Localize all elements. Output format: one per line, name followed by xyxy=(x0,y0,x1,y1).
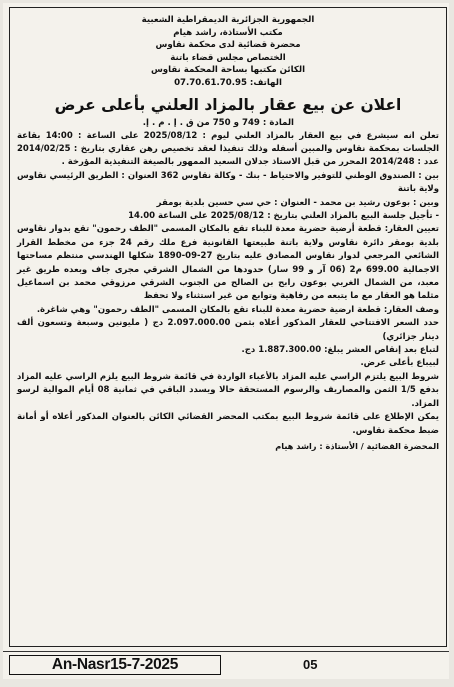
paragraph-opening-price: حدد السعر الافتتاحي للعقار المذكور أعلاه بثمن 2.097.000.00 دج ( مليونين وسبعة وتسعون ألف دينار جزائري) xyxy=(17,318,439,342)
paragraph-property-description: وصف العقار: قطعة ارضية حضرية معدة للبناء تقع بالمكان المسمى "الطف رحمون" وهي شاغرة. xyxy=(36,304,439,315)
paragraph-sale-announcement: تعلن انه سيشرع في بيع العقار بالمزاد العلني ليوم : 2025/08/12 على الساعة : 14:00 بقاعة الجلسات بمحكمة نقاوس والمبين أسفله وذلك تنفيذا لعقد تخصيص رهن عقاري بتاريخ : 2014/02/25 عدد : 2014/248 المحرر من قبل الاستاذ جدلان السعيد الممهور بالصيغة التنفيذية المؤرخة . xyxy=(17,130,440,168)
header-line-jurisdiction: الختصاص مجلس قضاء باتنة xyxy=(170,52,286,63)
header-line-phone: الهاتف: 07.70.61.70.95 xyxy=(174,77,282,88)
notice-header xyxy=(17,14,439,90)
page-number: 05 xyxy=(303,657,318,672)
notice-body xyxy=(17,130,439,438)
legal-reference: المادة : 749 و 750 من ق . إ . م . إ. xyxy=(142,117,294,128)
paragraph-creditor: بين : الصندوق الوطني للتوفير والاحتياط - بنك - وكالة نقاوس 362 العنوان : الطريق الرئيسي نقاوس ولاية باتنة xyxy=(17,170,439,195)
page-footer xyxy=(3,651,449,680)
header-line-republic: الجمهورية الجزائرية الديمقراطية الشعبية xyxy=(141,15,315,25)
paragraph-postponement: - تأجيل جلسة البيع بالمزاد العلني بتاريخ : 2025/08/12 على الساعة 14.00 xyxy=(128,211,439,221)
header-line-office: مكتب الأستاذة، راشد هيام xyxy=(173,27,283,38)
notice-title: اعلان عن بيع عقار بالمزاد العلني بأعلى عرض xyxy=(54,95,402,114)
paragraph-consultation: يمكن الإطلاع على قائمة شروط البيع بمكتب المحضر القضائي الكائن بالعنوان المذكور أعلاه أو أمانة ضبط محكمة نقاوس. xyxy=(17,412,439,436)
auction-notice xyxy=(9,7,447,647)
newspaper-page xyxy=(3,3,449,679)
signature-line: المحضرة القضائية / الأستاذة : راشد هيام xyxy=(275,440,439,451)
header-line-court: محضرة قضائية لدى محكمة نقاوس xyxy=(155,40,301,51)
paragraph-highest-bid: لبيباع بأعلى عرض. xyxy=(360,358,439,369)
header-line-address: الكائن مكتبها بساحة المحكمة نقاوس xyxy=(150,65,306,76)
paragraph-property-designation: تعيين العقار: قطعة أرضية حضرية معدة للبناء تقع بالمكان المسمى "الطف رحمون" تقع بدوار نقاوس بلدية بومقر دائرة نقاوس ولاية باتنة طبيعتها القانونية فرع ملك رقم 24 جزء من مخطط القرار الشائعي المرجعي لدوار نقاوس المصادق عليه بتاريخ 27-09-1890 شكلها الهندسي منتظم مساحتها الاجمالية 699.00 م2 (06 آر و 99 سار) حدودها من الشمال الشرقي مجرى جاف وبعده طريق غير معبد، من الشمال الغربي بوعون رابح بن الصالح من الجنوب الشرقي مرزوقي محمد بن اسماعيل مثلما هو العقار مع ما يتبعه من رفاهية وتوابع من غير استثناء ولا تحفظ xyxy=(17,224,439,302)
paragraph-debtor: وبين : بوعون رشيد بن محمد - العنوان : حي سي حسين بلدية بومقر xyxy=(156,197,439,208)
paragraph-reduced-price: لتباع بعد إنقاص العشر يبلغ: 1.887.300.00 دج. xyxy=(241,345,439,356)
paragraph-sale-conditions: شروط البيع يلتزم الراسي عليه المزاد بالأعباء الواردة في قائمة شروط البيع يلزم الراسي عليه المزاد بدفع 1/5 الثمن والمصاريف والرسوم المستحقة حالا ويسدد الباقي في ثمانية 08 أيام الموالية لرسو المزاد. xyxy=(17,371,439,409)
newspaper-date-box: An-Nasr15-7-2025 xyxy=(9,655,221,675)
